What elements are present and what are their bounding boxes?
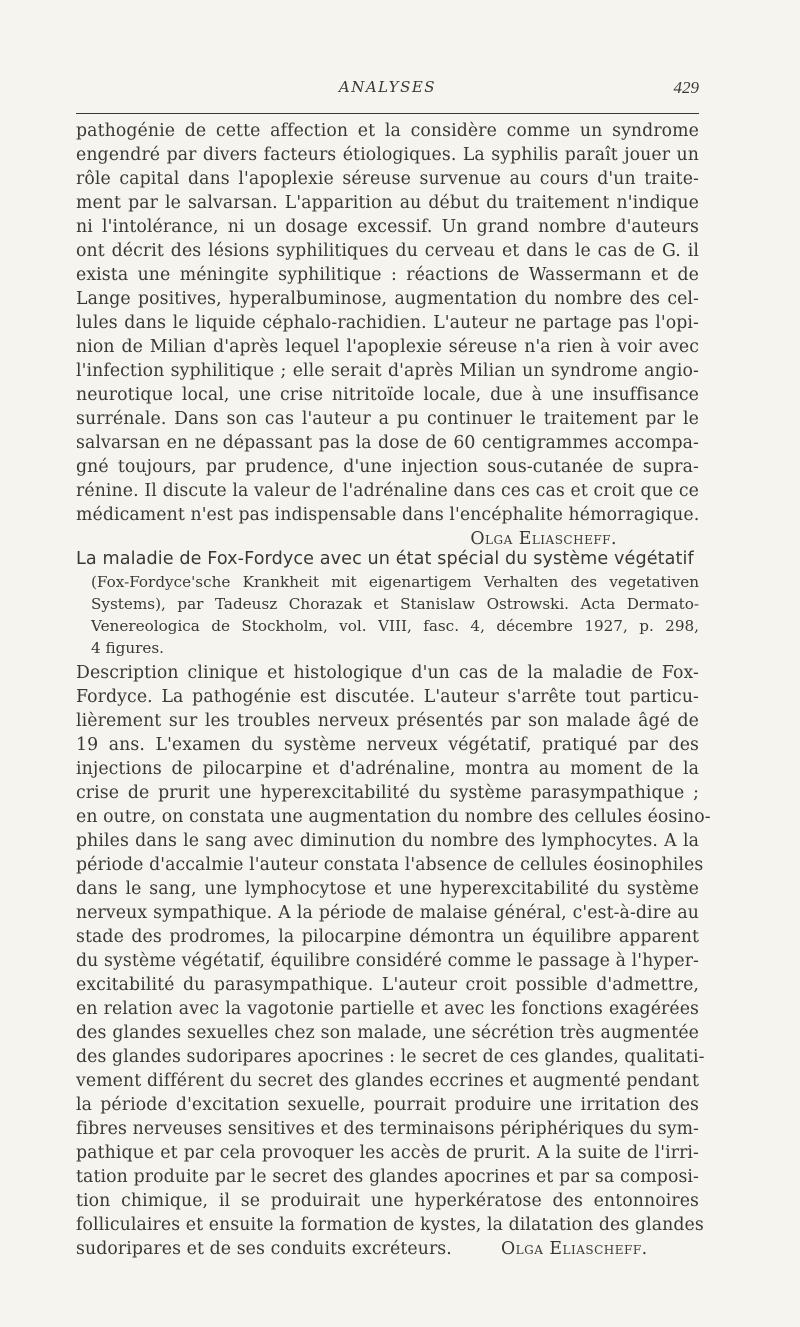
text-line: pathique et par cela provoquer les accès de prurit. A la suite de l'irri- (76, 1143, 699, 1163)
article-2 (76, 547, 699, 659)
article-1-body (76, 119, 699, 551)
text-line: en outre, on constata une augmentation du nombre des cellules éosino- (76, 807, 711, 827)
text-line: période d'accalmie l'auteur constata l'absence de cellules éosinophiles (76, 855, 704, 875)
text-line: Description clinique et histologique d'un cas de la maladie de Fox- (76, 663, 699, 683)
text-line: ment par le salvarsan. L'apparition au début du traitement n'indique (76, 193, 699, 213)
author-signature: Olga Eliascheff. (501, 1239, 648, 1259)
text-line: ni l'intolérance, ni un dosage excessif. Un grand nombre d'auteurs (76, 217, 699, 237)
text-line: 19 ans. L'examen du système nerveux végétatif, pratiqué par des (76, 735, 699, 755)
text-line: stade des prodromes, la pilocarpine démontra un équilibre apparent (76, 927, 699, 947)
text-line: gné toujours, par prudence, d'une injection sous-cutanée de supra- (76, 457, 699, 477)
text-line: rénine. Il discute la valeur de l'adrénaline dans ces cas et croit que ce (76, 481, 699, 501)
text-line: des glandes sexuelles chez son malade, une sécrétion très augmentée (76, 1023, 699, 1043)
text-line: Fordyce. La pathogénie est discutée. L'auteur s'arrête tout particu- (76, 687, 699, 707)
header-rule (76, 113, 699, 114)
reference-line: Systems), par Tadeusz Chorazak et Stanislaw Ostrowski. Acta Dermato- (91, 595, 699, 613)
article-1 (76, 119, 699, 551)
text-line: engendré par divers facteurs étiologiques. La syphilis paraît jouer un (76, 145, 699, 165)
running-head (76, 78, 699, 104)
text-line: crise de prurit une hyperexcitabilité du système parasympathique ; (76, 783, 699, 803)
text-line: nerveux sympathique. A la période de malaise général, c'est-à-dire au (76, 903, 699, 923)
text-line: neurotique local, une crise nitritoïde locale, due à une insuffisance (76, 385, 699, 405)
text-line: vement différent du secret des glandes eccrines et augmenté pendant (76, 1071, 699, 1091)
text-line: l'infection syphilitique ; elle serait d'après Milian un syndrome angio- (76, 361, 699, 381)
text-line: ont décrit des lésions syphilitiques du cerveau et dans le cas de G. il (76, 241, 699, 261)
article-2-body (76, 661, 711, 1261)
text-line: médicament n'est pas indispensable dans l'encéphalite hémorragique. (76, 505, 700, 525)
text-line: pathogénie de cette affection et la considère comme un syndrome (76, 121, 699, 141)
text-line: tation produite par le secret des glandes apocrines et par sa composi- (76, 1167, 699, 1187)
text-line: du système végétatif, équilibre considéré comme le passage à l'hyper- (76, 951, 699, 971)
text-line: lièrement sur les troubles nerveux présentés par son malade âgé de (76, 711, 699, 731)
reference-line: (Fox-Fordyce'sche Krankheit mit eigenartigem Verhalten des vegetativen (91, 573, 699, 591)
text-line: folliculaires et ensuite la formation de kystes, la dilatation des glandes (76, 1215, 704, 1235)
text-line: tion chimique, il se produirait une hyperkératose des entonnoires (76, 1191, 699, 1211)
text-line: excitabilité du parasympathique. L'auteur croit possible d'admettre, (76, 975, 699, 995)
text-line: la période d'excitation sexuelle, pourrait produire une irritation des (76, 1095, 699, 1115)
running-title: ANALYSES (338, 78, 437, 96)
text-line: sudoripares et de ses conduits excréteurs. (76, 1239, 452, 1259)
article-2-body-wrap (76, 661, 711, 1261)
reference-line: Venereologica de Stockholm, vol. VIII, fasc. 4, décembre 1927, p. 298, (91, 617, 699, 635)
text-line: dans le sang, une lymphocytose et une hyperexcitabilité du système (76, 879, 699, 899)
text-line: surrénale. Dans son cas l'auteur a pu continuer le traitement par le (76, 409, 699, 429)
reference-line: 4 figures. (91, 639, 164, 657)
author-signature: Olga Eliascheff. (470, 529, 617, 549)
article-title: La maladie de Fox-Fordyce avec un état spécial du système végétatif (76, 549, 694, 569)
text-line: lules dans le liquide céphalo-rachidien. L'auteur ne partage pas l'opi- (76, 313, 699, 333)
text-line: rôle capital dans l'apoplexie séreuse survenue au cours d'un traite- (76, 169, 699, 189)
article-reference (76, 571, 699, 659)
text-line: injections de pilocarpine et d'adrénaline, montra au moment de la (76, 759, 699, 779)
page-number: 429 (673, 78, 699, 97)
text-line: fibres nerveuses sensitives et des terminaisons périphériques du sym- (76, 1119, 699, 1139)
text-line: Lange positives, hyperalbuminose, augmentation du nombre des cel- (76, 289, 699, 309)
text-line: en relation avec la vagotonie partielle et avec les fonctions exagérées (76, 999, 699, 1019)
text-line: philes dans le sang avec diminution du nombre des lymphocytes. A la (76, 831, 699, 851)
text-line: salvarsan en ne dépassant pas la dose de 60 centigrammes accompa- (76, 433, 699, 453)
text-line: des glandes sudoripares apocrines : le secret de ces glandes, qualitati- (76, 1047, 705, 1067)
text-line: nion de Milian d'après lequel l'apoplexie séreuse n'a rien à voir avec (76, 337, 699, 357)
text-line: exista une méningite syphilitique : réactions de Wassermann et de (76, 265, 699, 285)
